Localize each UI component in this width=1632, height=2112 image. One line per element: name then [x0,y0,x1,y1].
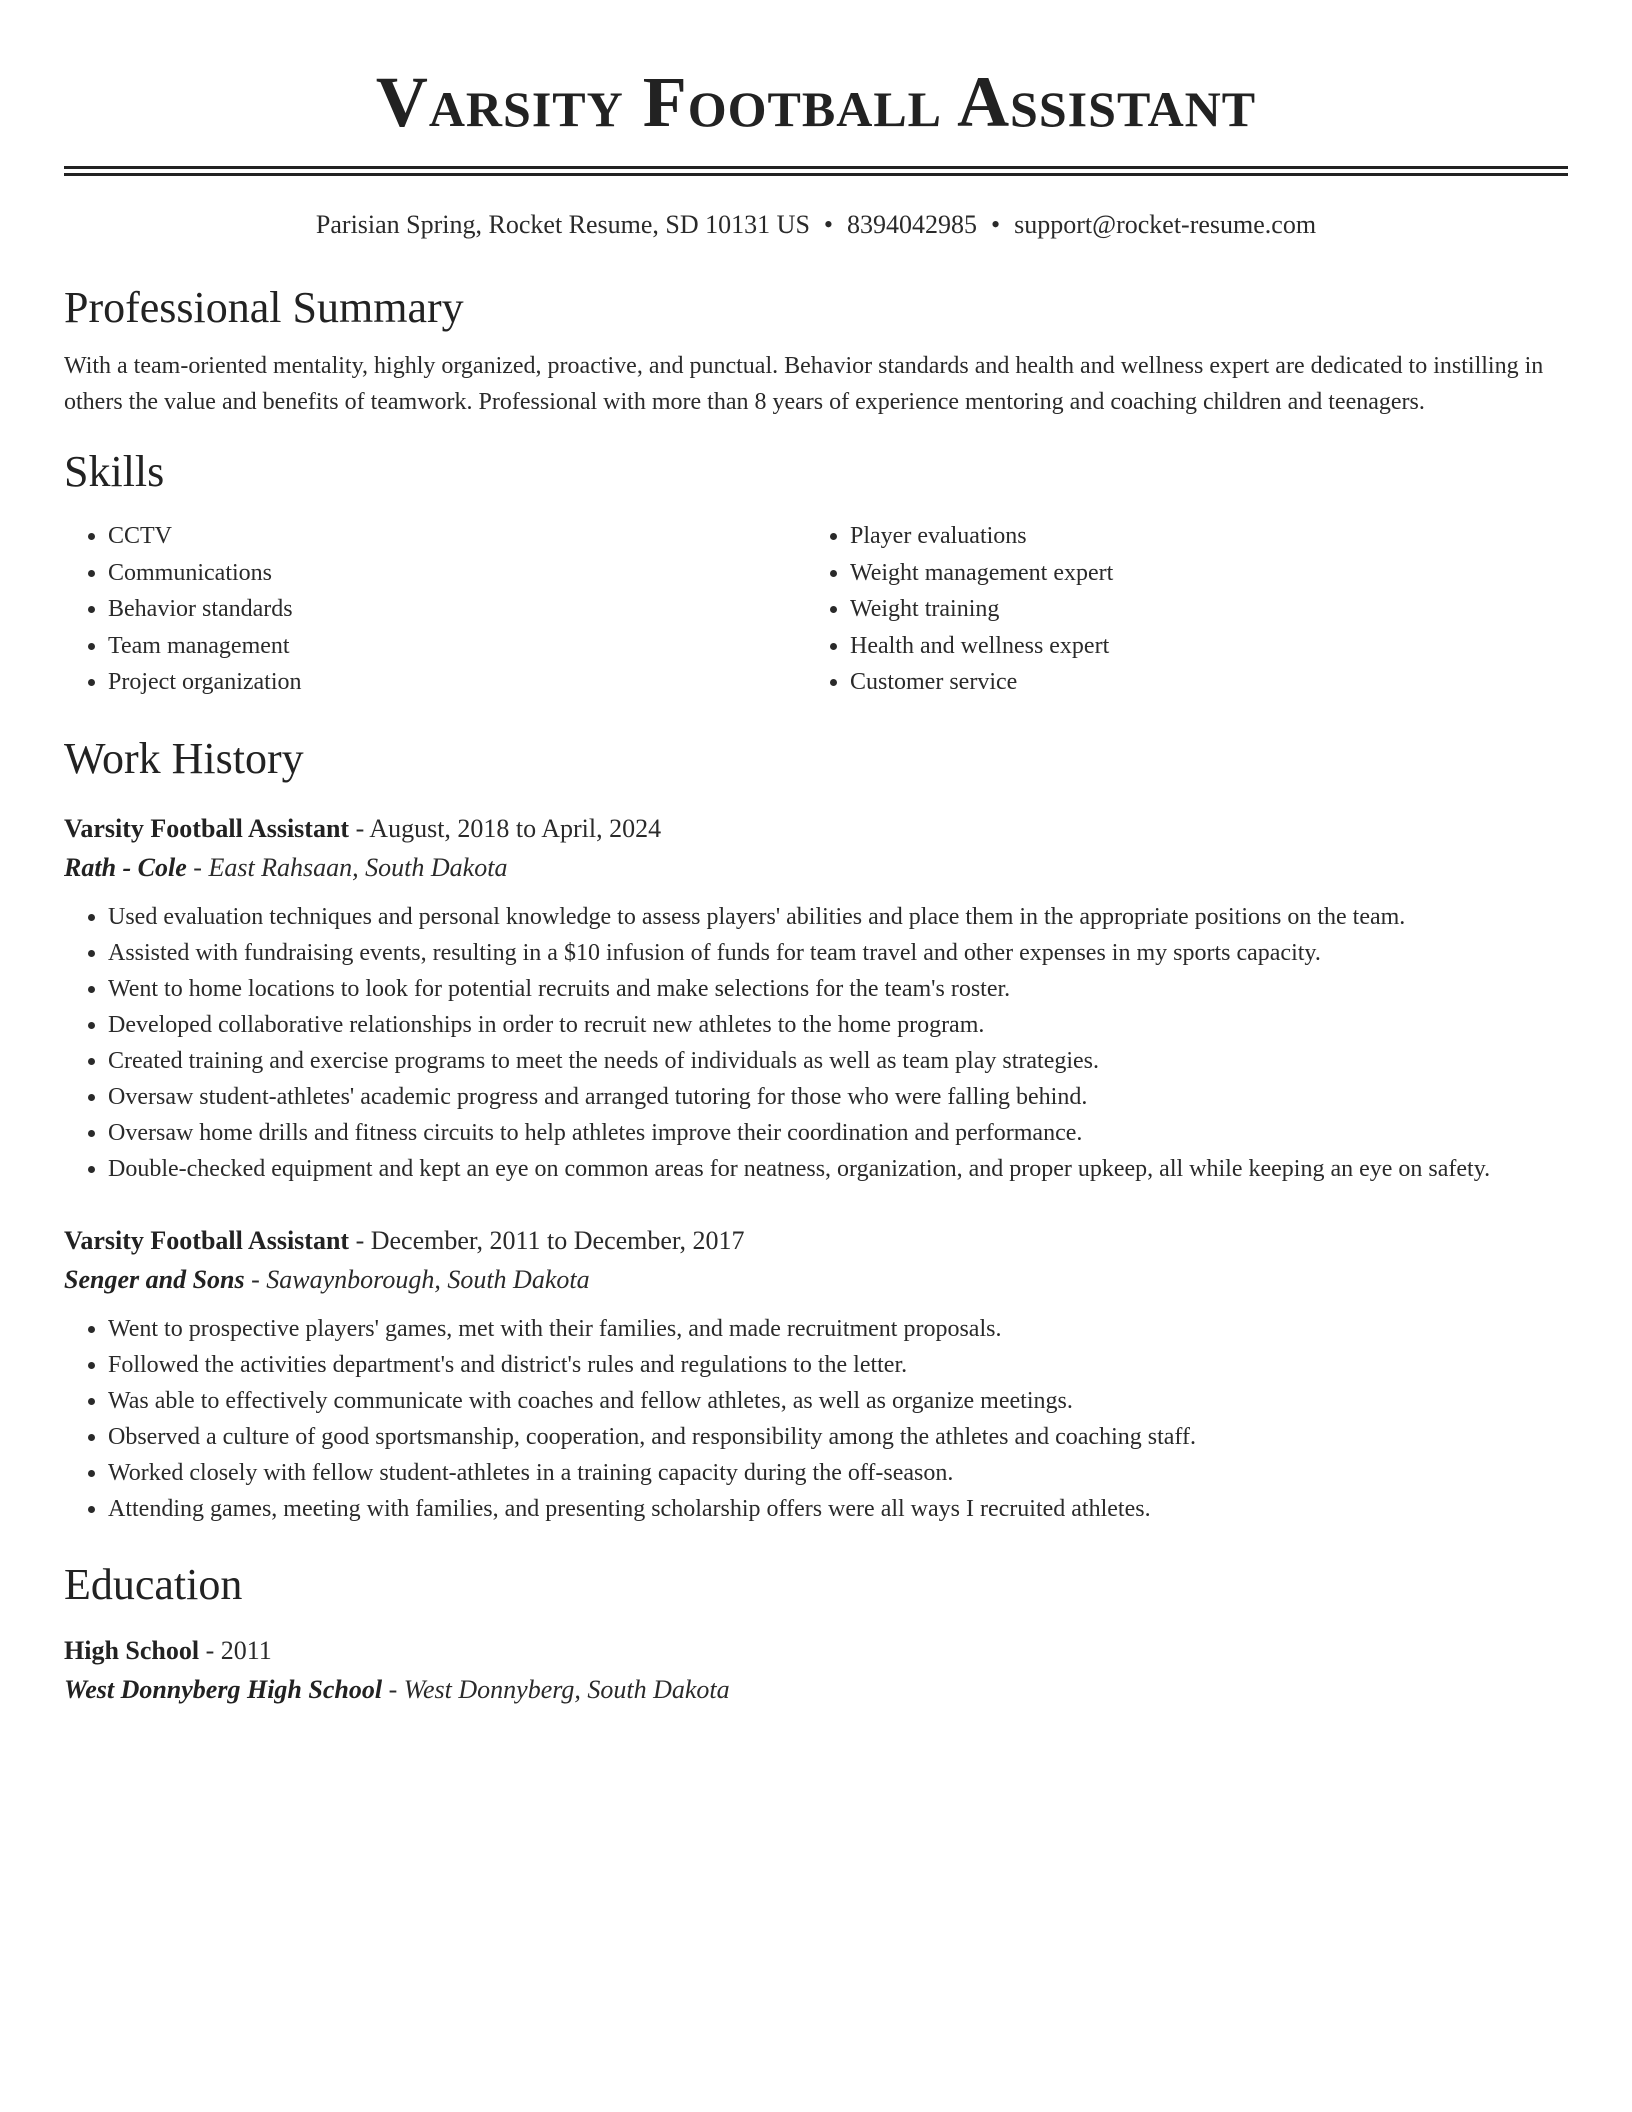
job-duty: • Followed the activities department's and district's rules and regulations to the letter. [108,1347,1568,1383]
contact-line [64,208,1568,242]
education-location: - West Donnyberg, South Dakota [382,1674,730,1704]
job-entry [64,809,1568,1187]
job-duties [64,899,1568,1187]
contact-email: support@rocket-resume.com [1014,210,1317,239]
job-location: - East Rahsaan, South Dakota [186,852,508,882]
job-dates: - December, 2011 to December, 2017 [349,1225,745,1255]
skill-item: • Behavior standards [108,591,806,628]
header-double-rule [64,166,1568,176]
job-duty: • Attending games, meeting with families, and presenting scholarship offers were all ways I recruited athletes. [108,1491,1568,1527]
job-company: Rath - Cole [64,852,187,882]
job-duty: • Was able to effectively communicate with coaches and fellow athletes, as well as organize meetings. [108,1383,1568,1419]
job-employer [64,849,1568,887]
skill-item: • Project organization [108,664,806,701]
job-heading [64,1221,1568,1261]
job-duty: • Oversaw student-athletes' academic progress and arranged tutoring for those who were falling behind. [108,1079,1568,1115]
job-heading [64,809,1568,849]
job-duty: • Observed a culture of good sportsmanship, cooperation, and responsibility among the athletes and coaching staff. [108,1419,1568,1455]
skills-list [64,518,1568,701]
skills-column-right [806,518,1566,701]
education-school-line [64,1671,1568,1709]
job-duty: • Oversaw home drills and fitness circuits to help athletes improve their coordination and performance. [108,1115,1568,1151]
skill-item: • Weight management expert [850,555,1566,592]
education-school: West Donnyberg High School [64,1674,383,1704]
skill-item: • Customer service [850,664,1566,701]
job-duty: • Double-checked equipment and kept an eye on common areas for neatness, organization, and proper upkeep, all while keeping an eye on safety. [108,1151,1568,1187]
contact-phone: 8394042985 [847,210,978,239]
job-duty: • Went to prospective players' games, met with their families, and made recruitment proposals. [108,1311,1568,1347]
work-history-heading: Work History [64,733,304,783]
education-entry [64,1631,1568,1709]
job-duty: • Assisted with fundraising events, resulting in a $10 infusion of funds for team travel and other expenses in my sports capacity. [108,935,1568,971]
skill-item: • Player evaluations [850,518,1566,555]
job-dates: - August, 2018 to April, 2024 [349,813,662,843]
education-degree: High School [64,1635,200,1665]
job-company: Senger and Sons [64,1264,245,1294]
summary-text: With a team-oriented mentality, highly organized, proactive, and punctual. Behavior standards and health and wellness expert are dedicated to instilling in others the value and benefits of teamwork. Professional with more than 8 years of experience mentoring and coaching children and teenagers. [64,353,1544,415]
job-duty: • Developed collaborative relationships in order to recruit new athletes to the home program. [108,1007,1568,1043]
job-employer [64,1261,1568,1299]
skill-item: • Team management [108,628,806,665]
job-location: - Sawaynborough, South Dakota [244,1264,590,1294]
job-duty: • Went to home locations to look for potential recruits and make selections for the team's roster. [108,971,1568,1007]
skill-item: • CCTV [108,518,806,555]
contact-separator: • [991,210,1001,239]
job-position: Varsity Football Assistant [64,813,350,843]
education-heading-line [64,1631,1568,1671]
skill-item: • Weight training [850,591,1566,628]
job-duties [64,1311,1568,1527]
skills-heading: Skills [64,447,165,496]
job-duty: • Used evaluation techniques and personal knowledge to assess players' abilities and place them in the appropriate positions on the team. [108,899,1568,935]
job-position: Varsity Football Assistant [64,1225,350,1255]
job-entry [64,1221,1568,1527]
job-duty: • Worked closely with fellow student-athletes in a training capacity during the off-season. [108,1455,1568,1491]
resume-name: Varsity Football Assistant [375,62,1257,142]
summary-heading: Professional Summary [64,283,464,332]
skill-item: • Communications [108,555,806,592]
education-heading: Education [64,1559,243,1609]
skill-item: • Health and wellness expert [850,628,1566,665]
education-year: - 2011 [199,1635,272,1665]
skills-column-left [64,518,806,701]
contact-address: Parisian Spring, Rocket Resume, SD 10131 US [315,210,810,239]
contact-separator: • [823,210,834,239]
job-duty: • Created training and exercise programs to meet the needs of individuals as well as team play strategies. [108,1043,1568,1079]
